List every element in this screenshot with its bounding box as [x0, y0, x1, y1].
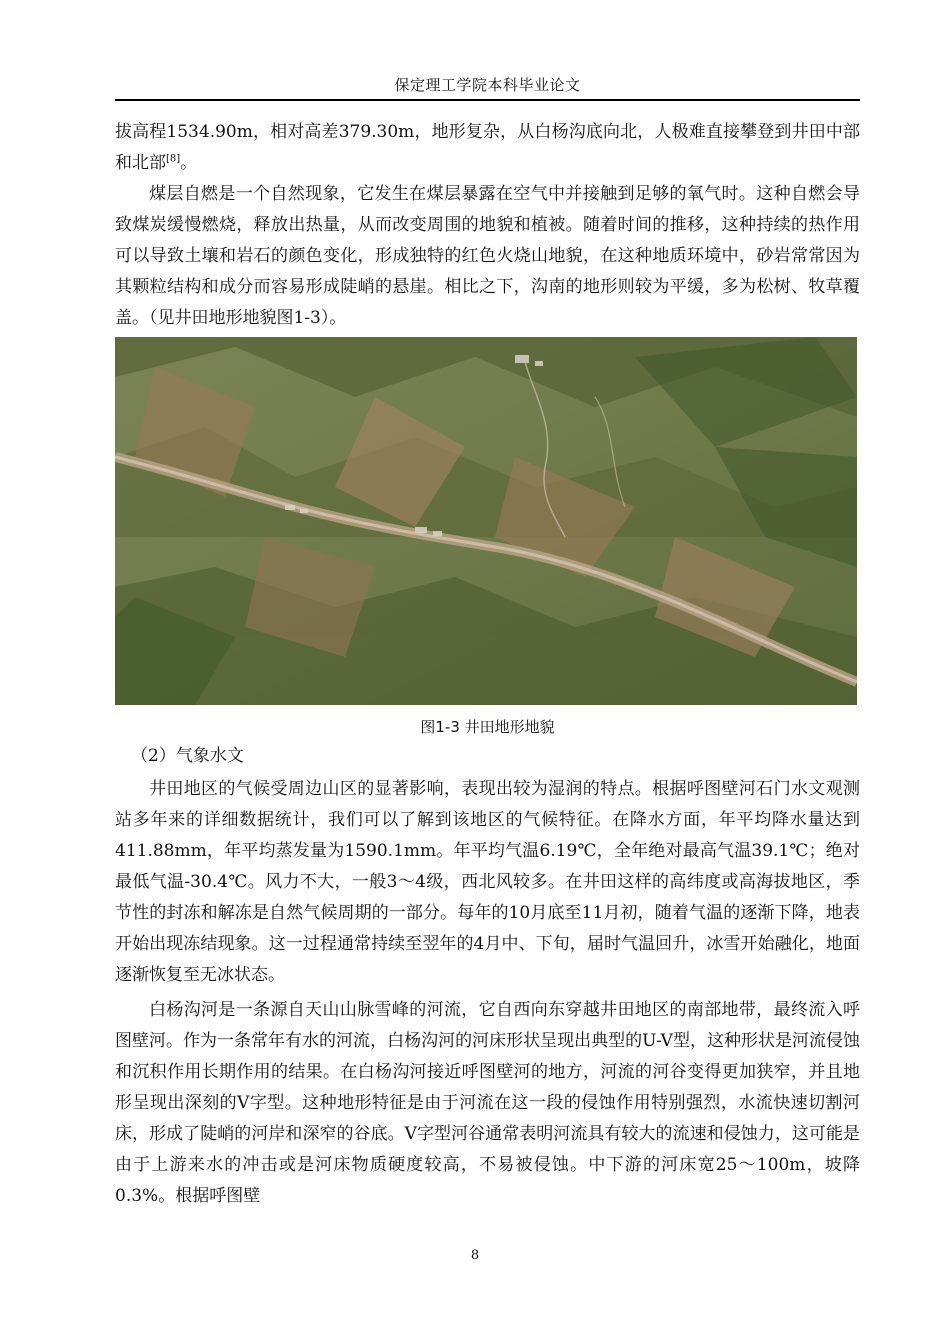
running-header: 保定理工学院本科毕业论文	[394, 76, 581, 94]
paragraph-coal-fire: 煤层自燃是一个自然现象，它发生在煤层暴露在空气中并接触到足够的氧气时。这种自燃会导致煤炭缓慢燃烧，释放出热量，从而改变周围的地貌和植被。随着时间的推移，这种持续的热作用可以导致土壤和岩石的颜色变化，形成独特的红色火烧山地貌，在这种地质环境中，砂岩常常因为其颗粒结构和成分而容易形成陡峭的悬崖。相比之下，沟南的地形则较为平缓，多为松树、牧草覆盖。（见井田地形地貌图1-3）。	[115, 184, 860, 328]
paragraph-text: 拔高程1534.90m，相对高差379.30m，地形复杂，从白杨沟底向北，人极难直接攀登到井田中部和北部	[115, 122, 860, 173]
paragraph-tail: 。	[180, 153, 198, 173]
paragraph-river: 白杨沟河是一条源自天山山脉雪峰的河流，它自西向东穿越井田地区的南部地带，最终流入呼图壁河。作为一条常年有水的河流，白杨沟河的河床形状呈现出典型的U-V型，这种形状是河流侵蚀和沉积作用长期作用的结果。在白杨沟河接近呼图壁河的地方，河流的河谷变得更加狭窄，并且地形呈现出深刻的V字型。这种地形特征是由于河流在这一段的侵蚀作用特别强烈，水流快速切割河床，形成了陡峭的河岸和深窄的谷底。V字型河谷通常表明河流具有较大的流速和侵蚀力，这可能是由于上游来水的冲击或是河床物质硬度较高，不易被侵蚀。中下游的河床宽25～100m，坡降0.3%。根据呼图壁	[115, 1000, 860, 1206]
header-rule	[115, 99, 860, 101]
citation-ref: [8]	[166, 153, 181, 165]
body-text-top	[115, 117, 860, 334]
paragraph-climate: 井田地区的气候受周边山区的显著影响，表现出较为湿润的特点。根据呼图壁河石门水文观测站多年来的详细数据统计，我们可以了解到该地区的气候特征。在降水方面，年平均降水量达到411.88mm，年平均蒸发量为1590.1mm。年平均气温6.19℃，全年绝对最高气温39.1℃；绝对最低气温-30.4℃。风力不大，一般3～4级，西北风较多。在井田这样的高纬度或高海拔地区，季节性的封冻和解冻是自然气候周期的一部分。每年的10月底至11月初，随着气温的逐渐下降，地表开始出现冻结现象。这一过程通常持续至翌年的4月中、下旬，届时气温回升，冰雪开始融化，地面逐渐恢复至无冰状态。	[115, 779, 860, 985]
figure-caption: 图1-3 井田地形地貌	[420, 718, 555, 736]
terrain-satellite-image	[115, 337, 857, 705]
body-text-bottom	[115, 774, 860, 1212]
section-heading: （2）气象水文	[131, 746, 244, 766]
paragraph-continuation	[115, 117, 860, 179]
page-number: 8	[470, 1248, 480, 1263]
